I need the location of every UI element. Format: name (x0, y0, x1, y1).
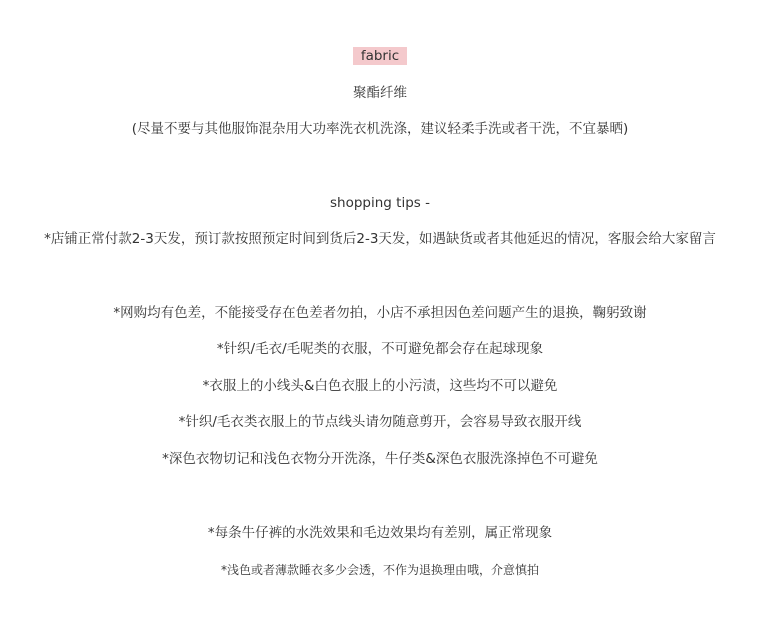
tip-wash-separately: *深色衣物切记和浅色衣物分开洗涤，牛仔类&深色衣服洗涤掉色不可避免 (162, 451, 598, 467)
material-text: 聚酯纤维 (353, 85, 407, 101)
fabric-label-row (0, 46, 760, 66)
tip-loose-threads: *衣服上的小线头&白色衣服上的小污渍，这些均不可以避免 (202, 378, 558, 394)
tip-pilling: *针织/毛衣/毛呢类的衣服，不可避免都会存在起球现象 (216, 341, 544, 357)
tip-knot-threads: *针织/毛衣类衣服上的节点线头请勿随意剪开，会容易导致衣服开线 (178, 414, 582, 430)
fabric-label: fabric (353, 47, 407, 65)
tip-denim-wash: *每条牛仔裤的水洗效果和毛边效果均有差别，属正常现象 (207, 525, 553, 541)
tip-light-pajamas: *浅色或者薄款睡衣多少会透，不作为退换理由哦，介意慎拍 (220, 563, 539, 577)
tip-color-difference: *网购均有色差，不能接受存在色差者勿拍，小店不承担因色差问题产生的退换，鞠躬致谢 (113, 305, 647, 321)
tips-heading: shopping tips - (330, 195, 430, 211)
care-note: (尽量不要与其他服饰混杂用大功率洗衣机洗涤，建议轻柔手洗或者干洗，不宜暴晒) (131, 121, 629, 137)
tip-shipping: *店铺正常付款2-3天发，预订款按照预定时间到货后2-3天发，如遇缺货或者其他延迟的情况，客服会给大家留言 (44, 231, 716, 247)
